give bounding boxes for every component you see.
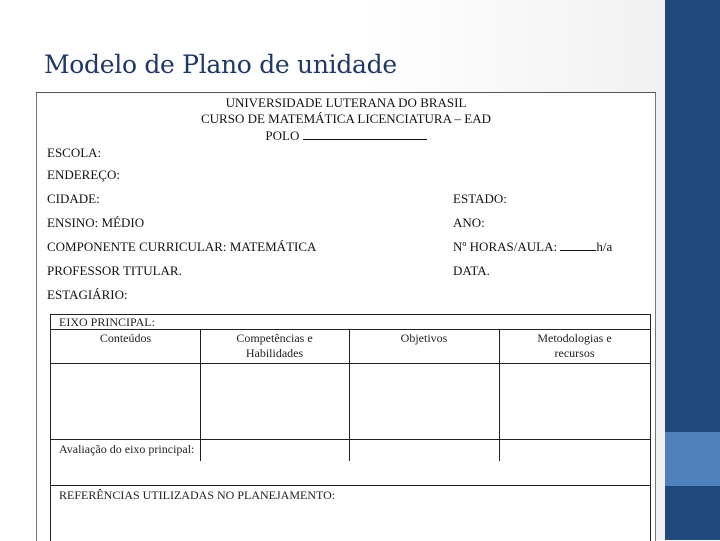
polo-label: POLO: [265, 128, 300, 143]
polo-line: [37, 128, 655, 143]
horas-blank: [560, 239, 596, 251]
course-name: CURSO DE MATEMÁTICA LICENCIATURA – EAD: [201, 111, 491, 126]
table-col-divider: [349, 329, 350, 461]
column-header-line: Habilidades: [245, 346, 304, 360]
column-header-line: Competências e: [236, 331, 313, 345]
column-header-line: Metodologias e: [537, 331, 612, 345]
field-horas: [453, 239, 612, 254]
avaliacao-label: Avaliação do eixo principal:: [59, 442, 195, 456]
column-header-objetivos: [349, 331, 499, 346]
table-row-divider: [51, 485, 650, 486]
side-accent-block: [665, 432, 720, 486]
field-componente: COMPONENTE CURRICULAR: MATEMÁTICA: [47, 239, 317, 254]
column-header-line: Objetivos: [400, 331, 448, 345]
table-row-divider: [51, 363, 650, 364]
column-header-competencias: [200, 331, 349, 361]
referencias-label: REFERÊNCIAS UTILIZADAS NO PLANEJAMENTO:: [59, 488, 336, 502]
planning-table: [50, 314, 651, 541]
field-endereco: ENDEREÇO:: [47, 167, 120, 182]
polo-blank: [303, 128, 427, 140]
field-data: DATA.: [453, 263, 490, 278]
field-ensino: ENSINO: MÉDIO: [47, 215, 145, 230]
field-estado: ESTADO:: [453, 191, 507, 206]
field-cidade: CIDADE:: [47, 191, 100, 206]
lesson-plan-document: [36, 92, 656, 541]
eixo-principal-label: EIXO PRINCIPAL:: [59, 315, 155, 329]
column-header-line: Conteúdos: [99, 331, 152, 345]
table-row-divider: [51, 439, 650, 440]
field-estagiario: ESTAGIÁRIO:: [47, 287, 128, 302]
field-professor: PROFESSOR TITULAR.: [47, 263, 182, 278]
column-header-metodologias: [499, 331, 650, 361]
field-escola: ESCOLA:: [47, 145, 102, 160]
table-row-divider: [51, 329, 650, 330]
horas-unit: h/a: [596, 239, 613, 254]
column-header-conteudos: [51, 331, 200, 346]
horas-label: Nº HORAS/AULA:: [453, 239, 558, 254]
university-name: UNIVERSIDADE LUTERANA DO BRASIL: [225, 95, 467, 110]
slide-title: Modelo de Plano de unidade: [44, 50, 397, 79]
field-ano: ANO:: [453, 215, 485, 230]
column-header-line: recursos: [554, 346, 595, 360]
